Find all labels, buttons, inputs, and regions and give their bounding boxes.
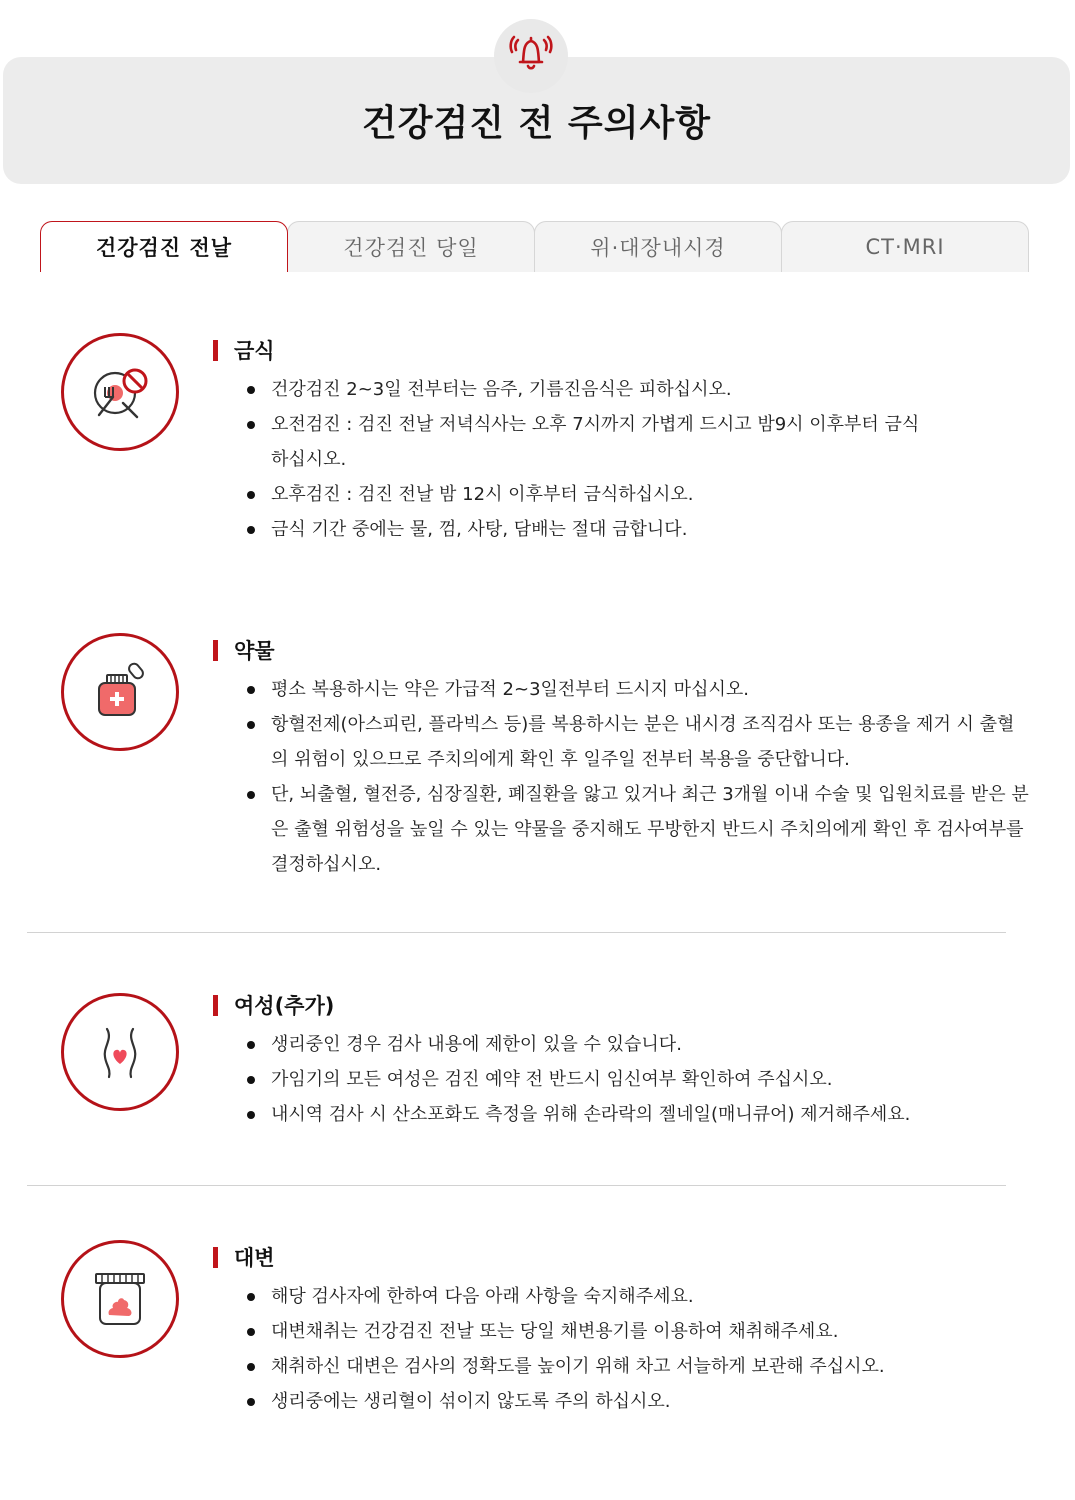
section-marker	[213, 640, 218, 661]
section-marker	[213, 340, 218, 361]
section-divider	[27, 1185, 1006, 1186]
alarm-bell-icon	[508, 31, 554, 75]
section-title: 약물	[234, 639, 275, 663]
section-header	[213, 1242, 275, 1272]
stool-container-icon	[85, 1264, 155, 1334]
women-icon-circle	[61, 993, 179, 1111]
fasting-icon-circle	[61, 333, 179, 451]
stool-icon-circle	[61, 1240, 179, 1358]
list-item: 평소 복용하시는 약은 가급적 2~3일전부터 드시지 마십시오.	[244, 672, 1029, 707]
section-title: 대변	[234, 1246, 275, 1270]
list-item: 가임기의 모든 여성은 검진 예약 전 반드시 임신여부 확인하여 주십시오.	[244, 1062, 1024, 1097]
female-body-icon	[85, 1017, 155, 1087]
tab-ct-mri[interactable]: CT·MRI	[781, 221, 1029, 272]
page-title: 건강검진 전 주의사항	[361, 103, 712, 144]
women-list	[244, 1027, 1024, 1132]
section-title: 여성(추가)	[234, 994, 335, 1018]
list-item: 오전검진 : 검진 전날 저녁식사는 오후 7시까지 가볍게 드시고 밤9시 이후부터 금식하십시오.	[244, 407, 924, 477]
list-item: 생리중에는 생리혈이 섞이지 않도록 주의 하십시오.	[244, 1384, 1024, 1419]
section-header	[213, 635, 275, 665]
list-item: 건강검진 2~3일 전부터는 음주, 기름진음식은 피하십시오.	[244, 372, 924, 407]
medication-list	[244, 672, 1029, 882]
alarm-bell-badge	[494, 19, 568, 93]
list-item: 오후검진 : 검진 전날 밤 12시 이후부터 금식하십시오.	[244, 477, 924, 512]
list-item: 대변채취는 건강검진 전날 또는 당일 채변용기를 이용하여 채취해주세요.	[244, 1314, 1024, 1349]
section-marker	[213, 995, 218, 1016]
fasting-list	[244, 372, 924, 547]
stool-list	[244, 1279, 1024, 1419]
tab-checkup-day[interactable]: 건강검진 당일	[287, 221, 535, 272]
section-divider	[27, 932, 1006, 933]
list-item: 해당 검사자에 한하여 다음 아래 사항을 숙지해주세요.	[244, 1279, 1024, 1314]
section-title: 금식	[234, 339, 275, 363]
list-item: 생리중인 경우 검사 내용에 제한이 있을 수 있습니다.	[244, 1027, 1024, 1062]
no-food-icon	[85, 357, 155, 427]
tab-checkup-day-before[interactable]: 건강검진 전날	[40, 221, 288, 272]
tab-endoscopy[interactable]: 위·대장내시경	[534, 221, 782, 272]
list-item: 항혈전제(아스피린, 플라빅스 등)를 복용하시는 분은 내시경 조직검사 또는 용종을 제거 시 출혈의 위험이 있으므로 주치의에게 확인 후 일주일 전부터 복용을 중단합니다.	[244, 707, 1029, 777]
section-marker	[213, 1247, 218, 1268]
list-item: 금식 기간 중에는 물, 껌, 사탕, 담배는 절대 금합니다.	[244, 512, 924, 547]
list-item: 내시역 검사 시 산소포화도 측정을 위해 손라락의 젤네일(매니큐어) 제거해주세요.	[244, 1097, 1024, 1132]
medication-icon-circle	[61, 633, 179, 751]
section-header	[213, 990, 334, 1020]
list-item: 채취하신 대변은 검사의 정확도를 높이기 위해 차고 서늘하게 보관해 주십시오.	[244, 1349, 1024, 1384]
section-header	[213, 335, 275, 365]
tab-bar	[40, 221, 1029, 272]
medicine-bottle-icon	[85, 657, 155, 727]
list-item: 단, 뇌출혈, 혈전증, 심장질환, 폐질환을 앓고 있거나 최근 3개월 이내 수술 및 입원치료를 받은 분은 출혈 위험성을 높일 수 있는 약물을 중지해도 무방한지 반드시 주치의에게 확인 후 검사여부를 결정하십시오.	[244, 777, 1029, 882]
